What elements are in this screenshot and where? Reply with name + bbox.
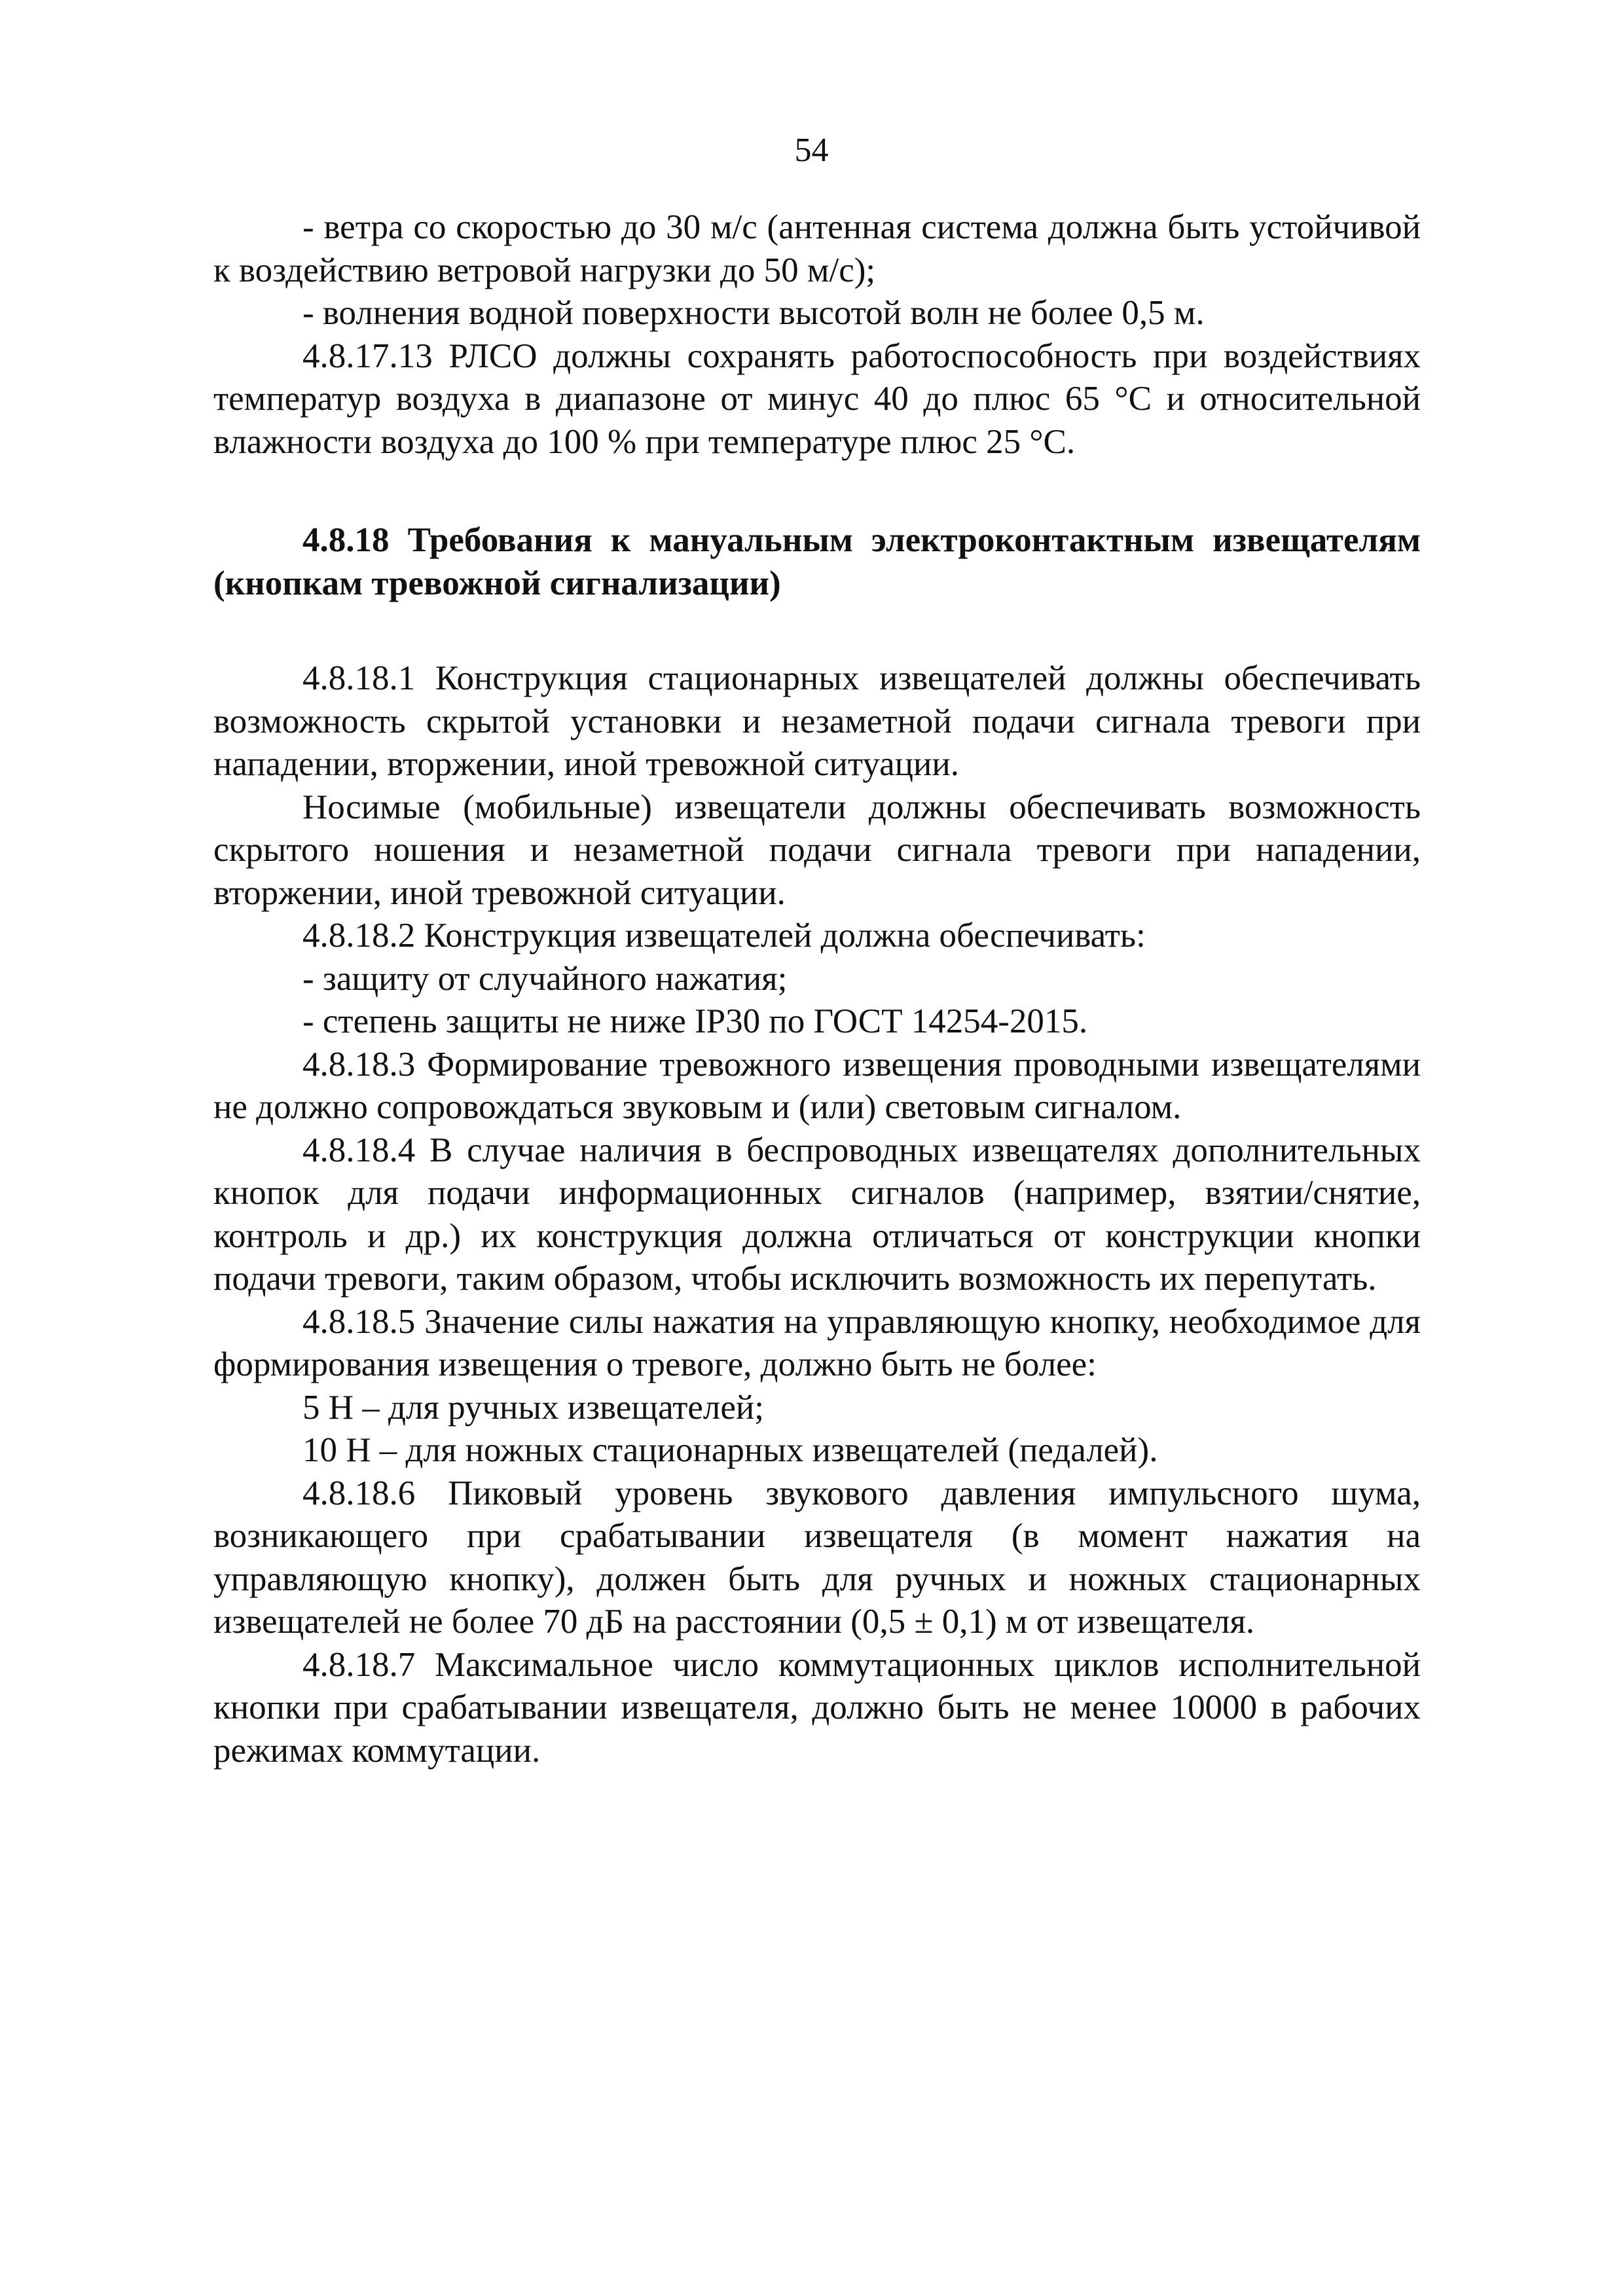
clause-4-8-18-4: 4.8.18.4 В случае наличия в беспроводных извещателях дополнительных кнопок для подачи информационных сигналов (например, взятии/снятие, контроль и др.) их конструкция должна отличаться от конструкции кнопки подачи тревоги, таким образом, чтобы исключить возможность их перепутать.: [213, 1131, 1421, 1298]
list-item-accidental-press: - защиту от случайного нажатия;: [302, 959, 788, 998]
clause-4-8-18-2: 4.8.18.2 Конструкция извещателей должна обеспечивать:: [302, 917, 1146, 955]
clause-4-8-18-6: 4.8.18.6 Пиковый уровень звукового давления импульсного шума, возникающего при срабатывании извещателя (в момент нажатия на управляющую кнопку), должен быть для ручных и ножных стационарных извещателей не более 70 дБ на расстоянии (0,5 ± 0,1) м от извещателя.: [213, 1474, 1421, 1641]
clause-4-8-18-7: 4.8.18.7 Максимальное число коммутационных циклов исполнительной кнопки при срабатывании извещателя, должно быть не менее 10000 в рабочих режимах коммутации.: [213, 1645, 1421, 1770]
wind-condition-item: - ветра со скоростью до 30 м/с (антенная система должна быть устойчивой к воздействию ветровой нагрузки до 50 м/с);: [213, 208, 1421, 289]
list-item-ip-rating: - степень защиты не ниже IP30 по ГОСТ 14254-2015.: [302, 1002, 1088, 1040]
clause-4-8-18-5: 4.8.18.5 Значение силы нажатия на управляющую кнопку, необходимое для формирования извещения о тревоге, должно быть не более:: [213, 1302, 1421, 1383]
document-body: [213, 206, 1421, 1772]
wave-condition-item: - волнения водной поверхности высотой волн не более 0,5 м.: [302, 294, 1205, 332]
clause-4-8-18-3: 4.8.18.3 Формирование тревожного извещения проводными извещателями не должно сопровождаться звуковым и (или) световым сигналом.: [213, 1045, 1421, 1126]
clause-4-8-17-13: 4.8.17.13 РЛСО должны сохранять работоспособность при воздействиях температур воздуха в диапазоне от минус 40 до плюс 65 °С и относительной влажности воздуха до 100 % при температуре плюс 25 °С.: [213, 337, 1421, 461]
clause-4-8-18-1: 4.8.18.1 Конструкция стационарных извещателей должны обеспечивать возможность скрытой установки и незаметной подачи сигнала тревоги при нападении, вторжении, иной тревожной ситуации.: [213, 659, 1421, 783]
page-number: 54: [794, 132, 829, 169]
list-item-10n: 10 Н – для ножных стационарных извещателей (педалей).: [302, 1431, 1158, 1469]
mobile-detectors-paragraph: Носимые (мобильные) извещатели должны обеспечивать возможность скрытого ношения и незаметной подачи сигнала тревоги при нападении, вторжении, иной тревожной ситуации.: [213, 788, 1421, 912]
list-item-5n: 5 Н – для ручных извещателей;: [302, 1388, 764, 1427]
section-heading-4-8-18: 4.8.18 Требования к мануальным электроконтактным извещателям (кнопкам тревожной сигнализации): [213, 521, 1421, 602]
